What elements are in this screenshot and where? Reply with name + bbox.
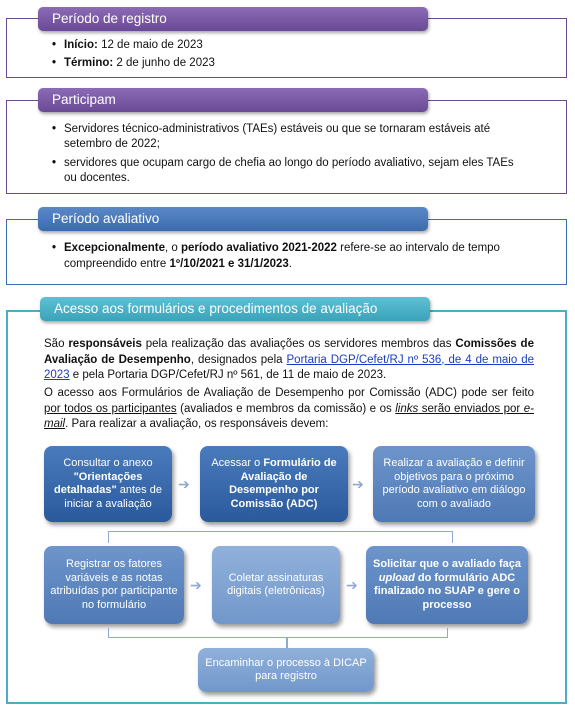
participam-list — [52, 122, 522, 186]
acesso-header — [40, 297, 430, 321]
flow-connector — [108, 628, 448, 638]
list-item: • Excepcionalmente, o período avaliativo 2021-2022 refere-se ao intervalo de tempo compreendido entre 1º/10/2021 e 31/1/2023. — [52, 241, 542, 272]
list-item: • Término: 2 de junho de 2023 — [52, 56, 215, 71]
acesso-title: Acesso aos formulários e procedimentos de avaliação — [54, 301, 378, 316]
portaria-link[interactable]: Portaria DGP/Cefet/RJ nº 536, de 4 de maio de 2023 — [44, 353, 534, 381]
arrow-icon: ➔ — [346, 577, 358, 593]
flow-step-encaminhar: Encaminhar o processo à DICAP para registro — [198, 648, 374, 692]
flow-step-registrar: Registrar os fatores variáveis e as notas atribuídas por participante no formulário — [44, 546, 184, 624]
flow-connector — [286, 637, 288, 648]
flow-step-acessar: Acessar o Formulário de Avaliação de Desempenho por Comissão (ADC) — [200, 446, 348, 522]
list-item: • Início: 12 de maio de 2023 — [52, 38, 215, 53]
flow-connector — [108, 531, 453, 543]
avaliativo-title: Período avaliativo — [52, 211, 160, 226]
acesso-paragraph-2: O acesso aos Formulários de Avaliação de Desempenho por Comissão (ADC) pode ser feito por todos os participantes (avaliados e membros da comissão) e os links serão enviados por e-mail. Para realizar a avaliação, os responsáveis devem: — [44, 387, 534, 430]
list-item: • Servidores técnico-administrativos (TAEs) estáveis ou que se tornaram estáveis até setembro de 2022; — [52, 122, 522, 152]
arrow-icon: ➔ — [352, 476, 364, 492]
arrow-icon: ➔ — [178, 476, 190, 492]
registro-header — [38, 7, 428, 31]
list-item: • servidores que ocupam cargo de chefia ao longo do período avaliativo, sejam eles TAEs ou docentes. — [52, 156, 522, 186]
registro-list — [52, 38, 215, 71]
flow-step-consultar: Consultar o anexo "Orientações detalhadas" antes de iniciar a avaliação — [44, 446, 172, 522]
acesso-paragraph-1: São responsáveis pela realização das avaliações os servidores membros das Comissões de Avaliação de Desempenho, designados pela Portaria DGP/Cefet/RJ nº 536, de 4 de maio de 2023 e pela Portaria DGP/Cefet/RJ nº 561, de 11 de maio de 2023. — [44, 338, 534, 381]
flow-step-solicitar: Solicitar que o avaliado faça upload do formulário ADC finalizado no SUAP e gere o processo — [366, 546, 528, 624]
avaliativo-list — [52, 241, 542, 272]
avaliativo-header — [38, 207, 428, 231]
flow-step-realizar: Realizar a avaliação e definir objetivos para o próximo período avaliativo em diálogo com o avaliado — [373, 446, 535, 522]
registro-title: Período de registro — [52, 11, 167, 26]
participam-title: Participam — [52, 92, 116, 107]
arrow-icon: ➔ — [190, 577, 202, 593]
participam-header — [38, 88, 428, 112]
flow-step-coletar: Coletar assinaturas digitais (eletrônicas) — [212, 546, 340, 624]
